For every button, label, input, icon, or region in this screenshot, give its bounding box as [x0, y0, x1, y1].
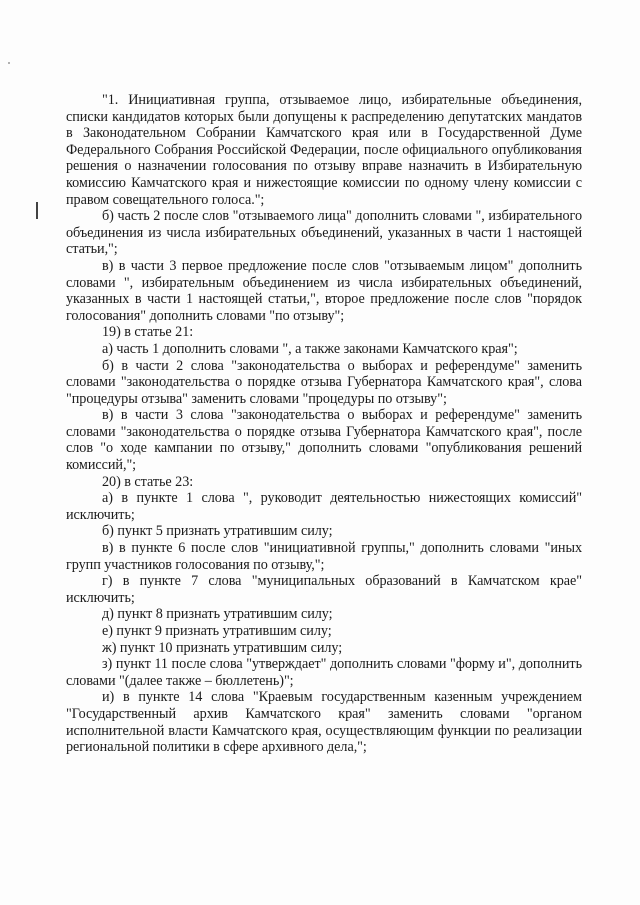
- paragraph-v-part-3: в) в части 3 первое предложение после слов "отзываемым лицом" дополнить словами ", избирательным объединением из числа избирательных объединений, указанных в части 1 настоящей статьи,", второе предложение после слов "порядок голосования" дополнить словами "по отзыву";: [66, 257, 582, 324]
- scan-artifact-dot: [8, 62, 10, 64]
- paragraph-e-item-9: е) пункт 9 признать утратившим силу;: [102, 623, 332, 639]
- paragraph-1-quote: "1. Инициативная группа, отзываемое лицо, избирательные объединения, списки кандидатов которых были допущены к распределению депутатских мандатов в Законодательном Собрании Камчатского края или в Государственной Думе Федерального Собрания Российской Федерации, после официального опубликования решения о назначении голосования по отзыву вправе назначить в Избирательную комиссию Камчатского края и нижестоящие комиссии по одному члену комиссии с правом совещательного голоса.";: [66, 92, 582, 208]
- paragraph-b-part-2-art21: б) в части 2 слова "законодательства о выборах и референдуме" заменить словами "законодательства о порядке отзыва Губернатора Камчатского края", слова "процедуры отзыва" заменить словами "процедуры по отзыву";: [66, 357, 582, 407]
- paragraph-19-article-21: 19) в статье 21:: [102, 324, 194, 341]
- document-body: [66, 92, 582, 756]
- paragraph-z-item-11: з) пункт 11 после слова "утверждает" дополнить словами "форму и", дополнить словами "(далее также – бюллетень)";: [66, 656, 582, 689]
- paragraph-v-part-3-art21: в) в части 3 слова "законодательства о выборах и референдуме" заменить словами "законодательства о порядке отзыва Губернатора Камчатского края", после слов "о ходе кампании по отзыву," дополнить словами "опубликования решений комиссий,";: [66, 407, 582, 474]
- paragraph-a-item-1: а) в пункте 1 слова ", руководит деятельностью нижестоящих комиссий" исключить;: [66, 490, 582, 523]
- paragraph-d-item-8: д) пункт 8 признать утратившим силу;: [102, 606, 333, 623]
- paragraph-20-article-23: 20) в статье 23:: [102, 473, 194, 490]
- paragraph-g-item-7: г) в пункте 7 слова "муниципальных образований в Камчатском крае" исключить;: [66, 573, 582, 606]
- scan-artifact-mark: [36, 202, 38, 219]
- paragraph-i-item-14: и) в пункте 14 слова "Краевым государственным казенным учреждением "Государственный архив Камчатского края" заменить словами "органом исполнительной власти Камчатского края, осуществляющим функции по реализации региональной политики в сфере архивного дела,";: [66, 689, 582, 756]
- paragraph-a-part-1: а) часть 1 дополнить словами ", а также законами Камчатского края";: [102, 340, 518, 357]
- paragraph-b-item-5: б) пункт 5 признать утратившим силу;: [102, 523, 333, 540]
- paragraph-b-part-2: б) часть 2 после слов "отзываемого лица" дополнить словами ", избирательного объединения из числа избирательных объединений, указанных в части 1 настоящей статьи,";: [66, 208, 582, 258]
- paragraph-zh-item-10: ж) пункт 10 признать утратившим силу;: [102, 639, 343, 656]
- paragraph-v-item-6: в) в пункте 6 после слов "инициативной группы," дополнить словами "иных групп участников голосования по отзыву,";: [66, 540, 582, 573]
